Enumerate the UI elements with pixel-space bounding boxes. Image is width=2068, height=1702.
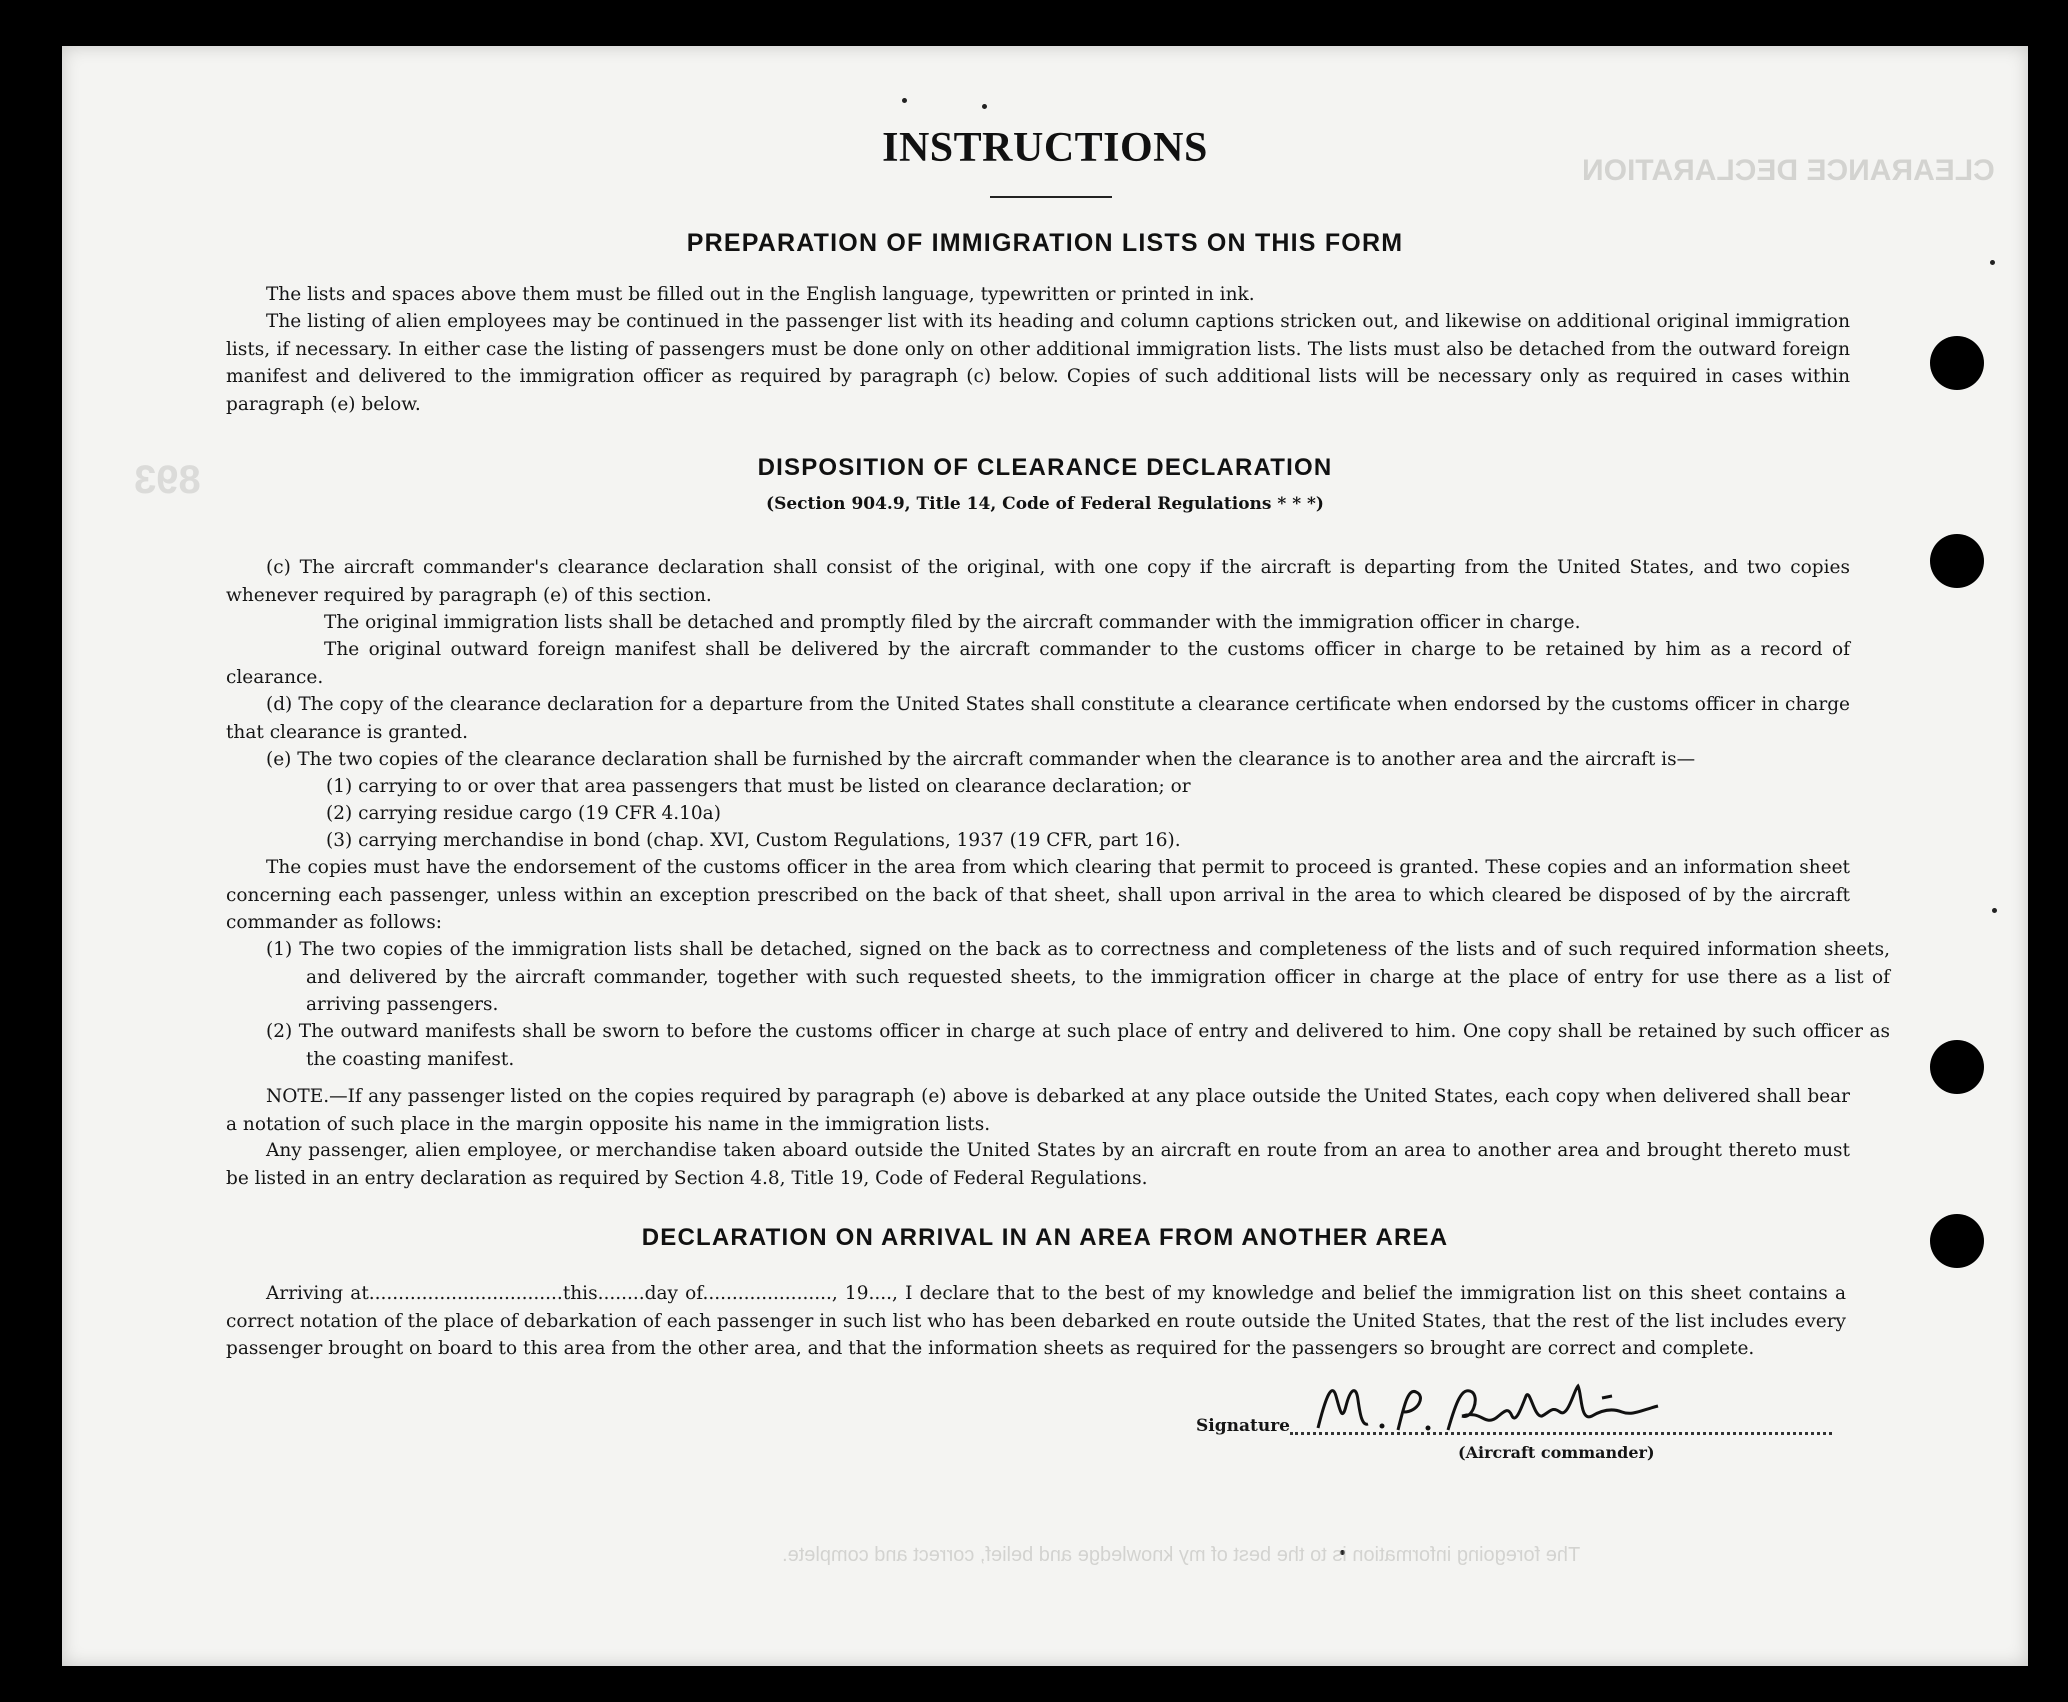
section-heading-disposition: DISPOSITION OF CLEARANCE DECLARATION [757,454,1333,481]
document-sheet [62,46,2028,1666]
section-heading-preparation: PREPARATION OF IMMIGRATION LISTS ON THIS FORM [686,229,1404,257]
signature-label: Signature [1196,1416,1290,1436]
list-item-e3: (3) carrying merchandise in bond (chap. XVI, Custom Regulations, 1937 (19 CFR, part 16). [326,830,1181,851]
speck [902,98,907,103]
list-item-f2: (2) The outward manifests shall be sworn to before the customs officer in charge at such place of entry and delivered to him. One copy shall be retained by such officer as the coasting manifest. [266,1021,1890,1070]
paragraph-e: (e) The two copies of the clearance declaration shall be furnished by the aircraft commander when the clearance is to another area and the aircraft is— [266,749,1696,770]
list-item-e2: (2) carrying residue cargo (19 CFR 4.10a) [326,803,721,824]
punch-hole [1930,534,1984,588]
signature-caption: (Aircraft commander) [1458,1443,1655,1462]
declaration-text: Arriving at.................................this........day of......................, 19...., I declare that to the best of my knowledge and belief the immigration list on this sheet contains a correct notation of the place of debarkation of each passenger in such list who has been debarked en route outside the United States, that the rest of the list includes every passenger brought on board to this area from the other area, and that the information sheets as required for the passengers so brought are correct and complete. [226,1283,1846,1359]
bleed-through-text: CLEARANCE DECLARATION [1582,154,1995,187]
section-subheading: (Section 904.9, Title 14, Code of Federal Regulations * * *) [766,494,1324,514]
title-divider [990,196,1112,198]
paragraph: The listing of alien employees may be continued in the passenger list with its heading and column captions stricken out, and likewise on additional original immigration lists, if necessary. In either case the listing of passengers must be done only on other additional immigration lists. The lists must also be detached from the outward foreign manifest and delivered to the immigration officer as required by paragraph (c) below. Copies of such additional lists will be necessary only as required in cases within paragraph (e) below. [226,311,1850,415]
bleed-through-footer: The foregoing information is to the best of my knowledge and belief, correct and complete. [782,1544,1581,1566]
paragraph-d: (d) The copy of the clearance declaration for a departure from the United States shall constitute a clearance certificate when endorsed by the customs officer in charge that clearance is granted. [226,694,1850,743]
speck [1990,260,1995,265]
speck [1992,908,1997,913]
paragraph-copies: The copies must have the endorsement of the customs officer in the area from which clearing that permit to proceed is granted. These copies and an information sheet concerning each passenger, unless within an exception prescribed on the back of that sheet, shall upon arrival in the area to which cleared be disposed of by the aircraft commander as follows: [226,857,1850,933]
punch-hole [1930,1040,1984,1094]
list-item-e1: (1) carrying to or over that area passengers that must be listed on clearance declaration; or [326,776,1191,797]
paragraph-c: (c) The aircraft commander's clearance declaration shall consist of the original, with one copy if the aircraft is departing from the United States, and two copies whenever required by paragraph (e) of this section. [226,557,1850,606]
list-item-f1: (1) The two copies of the immigration lists shall be detached, signed on the back as to correctness and completeness of the lists and of such required information sheets, and delivered by the aircraft commander, together with such requested sheets, to the immigration officer in charge at the place of entry for use there as a list of arriving passengers. [266,939,1890,1015]
speck [982,104,987,109]
signature-text: M. P. Archibald [1312,1443,1328,1445]
paragraph: The lists and spaces above them must be filled out in the English language, typewritten or printed in ink. [266,284,1255,305]
paragraph-c1: The original immigration lists shall be detached and promptly filed by the aircraft commander with the immigration officer in charge. [324,612,1581,633]
paragraph-note: NOTE.—If any passenger listed on the copies required by paragraph (e) above is debarked at any place outside the United States, each copy when delivered shall bear a notation of such place in the margin opposite his name in the immigration lists. [226,1086,1850,1135]
handwritten-signature [1312,1366,1692,1446]
punch-hole [1930,336,1984,390]
section-heading-declaration: DECLARATION ON ARRIVAL IN AN AREA FROM ANOTHER AREA [641,1224,1449,1251]
paragraph-any: Any passenger, alien employee, or merchandise taken aboard outside the United States by an aircraft en route from an area to another area and brought thereto must be listed in an entry declaration as required by Section 4.8, Title 19, Code of Federal Regulations. [226,1140,1850,1189]
paragraph-c2: The original outward foreign manifest shall be delivered by the aircraft commander to the customs officer in charge to be retained by him as a record of clearance. [226,639,1850,688]
bleed-through-number: 893 [134,458,201,502]
page-title: INSTRUCTIONS [882,125,1208,171]
